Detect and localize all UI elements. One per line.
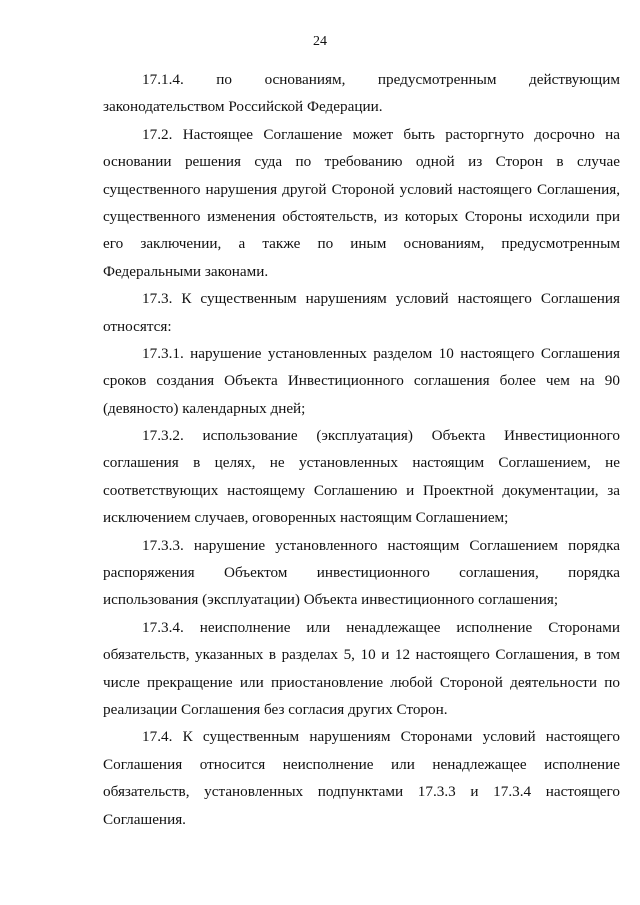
paragraph-17-3-3 xyxy=(103,532,620,614)
text-line: относятся: xyxy=(103,317,172,335)
text-line: обязательств, установленных подпунктами 17.3.3 и 17.3.4 настоящего xyxy=(103,783,620,801)
text-line: сроков создания Объекта Инвестиционного соглашения более чем на 90 xyxy=(103,372,620,390)
text-line: 17.3.1. нарушение установленных разделом 10 настоящего Соглашения xyxy=(142,344,620,362)
paragraph-17-3 xyxy=(103,285,620,340)
text-line: 17.3. К существенным нарушениям условий настоящего Соглашения xyxy=(142,290,620,308)
document-body xyxy=(103,66,620,833)
text-line: 17.4. К существенным нарушениям Сторонами условий настоящего xyxy=(142,728,620,746)
text-line: использования (эксплуатации) Объекта инвестиционного соглашения; xyxy=(103,591,559,609)
paragraph-17-2 xyxy=(103,121,620,285)
text-line: Соглашения относится неисполнение или ненадлежащее исполнение xyxy=(103,755,620,773)
text-line: исключением случаев, оговоренных настоящим Соглашением; xyxy=(103,509,509,527)
text-line: 17.3.3. нарушение установленного настоящим Соглашением порядка xyxy=(142,536,620,554)
paragraph-17-4 xyxy=(103,723,620,833)
text-line: 17.3.2. использование (эксплуатация) Объекта Инвестиционного xyxy=(142,427,620,445)
text-line: соглашения в целях, не установленных настоящим Соглашением, не xyxy=(103,454,620,472)
text-line: обязательств, указанных в разделах 5, 10 и 12 настоящего Соглашения, в том xyxy=(103,646,620,664)
text-line: существенного изменения обстоятельств, из которых Стороны исходили при xyxy=(103,207,620,225)
text-line: 17.3.4. неисполнение или ненадлежащее исполнение Сторонами xyxy=(142,618,620,636)
paragraph-17-3-1 xyxy=(103,340,620,422)
text-line: числе прекращение или приостановление любой Стороной деятельности по xyxy=(103,673,620,691)
paragraph-17-3-4 xyxy=(103,614,620,724)
text-line: 17.2. Настоящее Соглашение может быть расторгнуто досрочно на xyxy=(142,125,620,143)
text-line: законодательством Российской Федерации. xyxy=(103,98,383,116)
text-line: существенного нарушения другой Стороной условий настоящего Соглашения, xyxy=(103,180,620,198)
text-line: 17.1.4. по основаниям, предусмотренным действующим xyxy=(142,71,620,88)
text-line: его заключении, а также по иным основаниям, предусмотренным xyxy=(103,235,620,253)
text-line: распоряжения Объектом инвестиционного соглашения, порядка xyxy=(103,564,620,582)
text-line: Соглашения. xyxy=(103,810,186,828)
text-line: соответствующих настоящему Соглашению и Проектной документации, за xyxy=(103,481,620,499)
text-line: Федеральными законами. xyxy=(103,262,269,280)
text-line: реализации Соглашения без согласия других Сторон. xyxy=(103,700,448,718)
text-line: (девяносто) календарных дней; xyxy=(103,399,306,417)
page-number: 24 xyxy=(313,34,327,49)
text-line: основании решения суда по требованию одной из Сторон в случае xyxy=(103,153,620,171)
paragraph-17-3-2 xyxy=(103,422,620,532)
paragraph-17-1-4 xyxy=(103,66,620,121)
